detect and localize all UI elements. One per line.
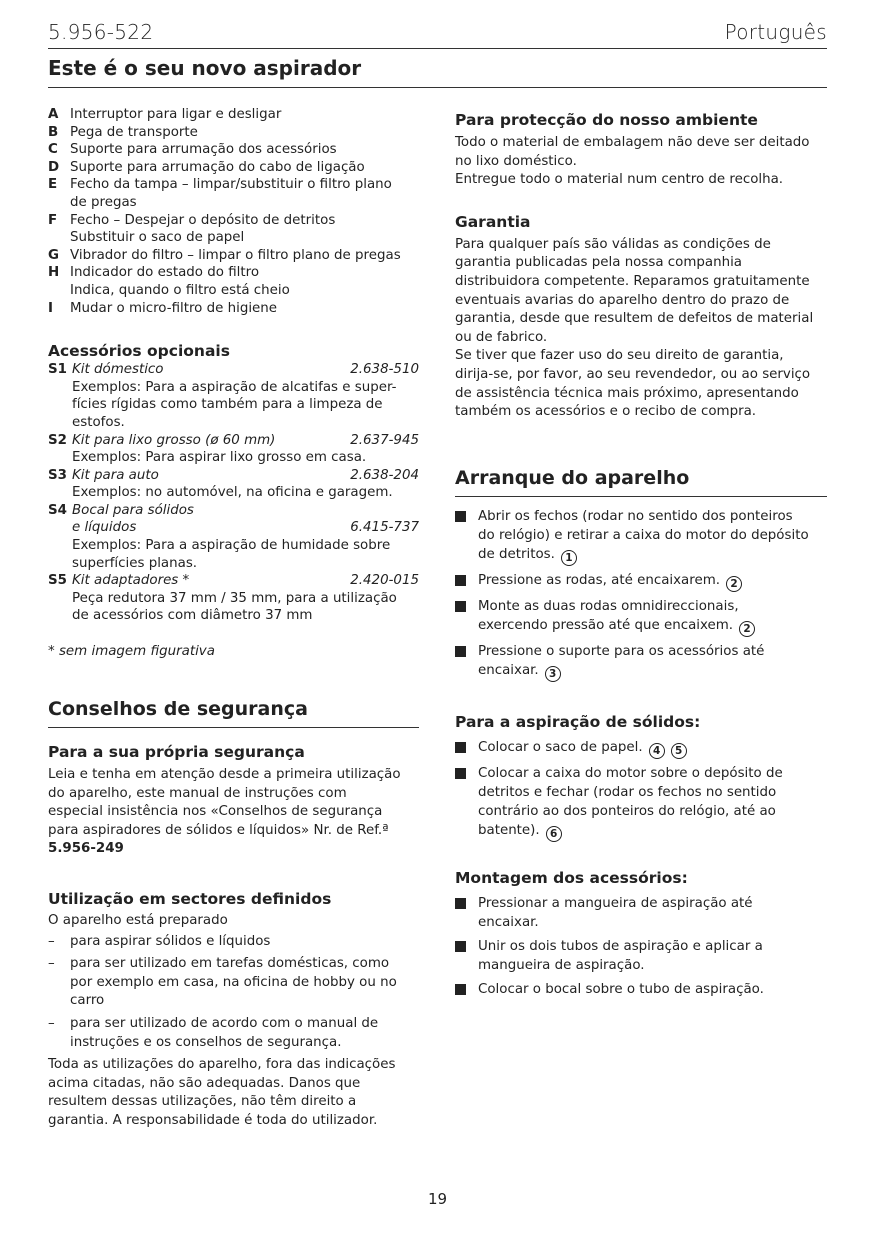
list-item-text: para ser utilizado em tarefas domésticas, como por exemplo em casa, na oficina de hobby ou no carro (70, 956, 397, 1009)
legend-text: Indicador do estado do filtro Indica, quando o filtro está cheio (70, 265, 290, 298)
legend-key: G (48, 247, 59, 263)
figure-marker-5: 5 (671, 743, 687, 759)
sectors-heading: Utilização em sectores definidos (48, 890, 332, 908)
language-label: Português (724, 20, 827, 44)
list-item (455, 597, 827, 637)
list-item-text: Pressione as rodas, até encaixarem. (478, 572, 721, 588)
part-number: 2.638-510 (350, 362, 419, 378)
accessory-code: S5 (48, 573, 67, 589)
list-item: – para aspirar sólidos e líquidos (48, 933, 419, 952)
list-item (455, 980, 827, 999)
safety-heading: Conselhos de segurança (48, 697, 419, 728)
list-item (455, 764, 827, 842)
legend-text: Fecho da tampa – limpar/substituir o filtro plano de pregas (70, 177, 392, 210)
own-safety-heading: Para a sua própria segurança (48, 743, 305, 762)
part-number: 2.637-945 (350, 432, 419, 448)
list-item-text: para ser utilizado de acordo com o manual de instruções e os conselhos de segurança. (70, 1015, 379, 1050)
accessory-name-continued: e líquidos (72, 520, 137, 536)
list-item (455, 738, 827, 759)
page-title: Este é o seu novo aspirador (48, 54, 827, 88)
legend-key: A (48, 107, 59, 122)
list-item-text: Colocar o bocal sobre o tubo de aspiração. (478, 981, 764, 997)
legend-key: I (48, 300, 53, 316)
figure-marker-6: 6 (546, 826, 562, 842)
left-column (48, 106, 419, 1131)
part-number: 6.415-737 (350, 520, 419, 536)
part-number: 2.638-204 (350, 467, 419, 483)
list-item-text: Monte as duas rodas omnidireccionais, exercendo pressão até que encaixem. (478, 598, 739, 633)
environment-text: Todo o material de embalagem não deve ser deitado no lixo doméstico. Entregue todo o material num centro de recolha. (455, 135, 810, 188)
page-header (48, 20, 827, 49)
warranty-text: Para qualquer país são válidas as condições de garantia publicadas pela nossa companhia distribuidora competente. Reparamos gratuitamente eventuais avarias do aparelho dentro do prazo de garantia, desde que resultem de defeitos de material ou de fabrico. Se tiver que fazer uso do seu direito de garantia, dirija-se, por favor, ao seu revendedor, ou ao serviço de assistência técnica mais próximo, apresentando também os acessórios e o recibo de compra. (455, 236, 814, 420)
footnote: * sem imagem figurativa (48, 644, 215, 660)
warranty-heading: Garantia (455, 212, 531, 231)
legend-text: Mudar o micro-filtro de higiene (70, 300, 278, 316)
figure-marker-4: 4 (649, 743, 665, 759)
accessory-name: Kit para auto (72, 467, 159, 483)
list-item-text: Colocar o saco de papel. (478, 739, 643, 755)
sectors-intro: O aparelho está preparado (48, 913, 228, 928)
own-safety-text: Leia e tenha em atenção desde a primeira utilização do aparelho, este manual de instruções com especial insistência nos «Conselhos de segurança para aspiradores de sólidos e líquidos» Nr. de Ref.ª (48, 767, 401, 838)
legend-text: Vibrador do filtro – limpar o filtro plano de pregas (70, 247, 401, 263)
startup-steps (455, 507, 827, 682)
startup-heading: Arranque do aparelho (455, 466, 827, 497)
legend-item (48, 141, 419, 159)
legend-key: H (48, 265, 60, 281)
list-item-text: Pressione o suporte para os acessórios até encaixar. (478, 643, 765, 678)
accessory-item (48, 467, 419, 502)
legend-item (48, 176, 419, 211)
legend-key: D (48, 159, 60, 175)
list-item-text: Pressionar a mangueira de aspiração até encaixar. (478, 895, 753, 930)
accessory-item (48, 502, 419, 572)
accessory-item (48, 432, 419, 467)
accessory-description: Exemplos: Para a aspiração de alcatifas e super- fícies rígidas como também para a limpeza de estofos. (72, 379, 397, 430)
figure-marker-1: 1 (561, 550, 577, 566)
sectors-outro: Toda as utilizações do aparelho, fora das indicações acima citadas, não são adequadas. Danos que resultem dessas utilizações, não têm direito a garantia. A responsabilidade é toda do utilizador. (48, 1057, 396, 1128)
legend-item (48, 124, 419, 142)
safety-reference-number: 5.956-249 (48, 841, 124, 857)
figure-marker-2: 2 (739, 621, 755, 637)
legend-key: B (48, 124, 59, 140)
legend-key: C (48, 142, 58, 158)
accessory-name: Kit dómestico (72, 362, 164, 378)
accessories-list (48, 361, 419, 625)
legend-item (48, 159, 419, 177)
list-item (455, 937, 827, 975)
list-item: – para ser utilizado de acordo com o manual de instruções e os conselhos de segurança. (48, 1015, 419, 1052)
solids-heading: Para a aspiração de sólidos: (455, 712, 701, 731)
accessory-description: Exemplos: no automóvel, na oficina e garagem. (72, 485, 393, 501)
legend-item (48, 247, 419, 265)
legend-text: Interruptor para ligar e desligar (70, 107, 282, 122)
list-item-text: Abrir os fechos (rodar no sentido dos ponteiros do relógio) e retirar a caixa do motor do depósito de detritos. (478, 508, 809, 562)
list-item-text: Colocar a caixa do motor sobre o depósito de detritos e fechar (rodar os fechos no sentido contrário ao dos ponteiros do relógio, até ao batente). (478, 765, 783, 838)
legend-key: F (48, 212, 58, 228)
accessories-heading: Acessórios opcionais (48, 342, 230, 361)
list-item-text: para aspirar sólidos e líquidos (70, 933, 271, 949)
list-item (455, 894, 827, 932)
accessory-description: Exemplos: Para a aspiração de humidade sobre superfícies planas. (72, 538, 391, 571)
accessory-name: Bocal para sólidos (72, 502, 194, 518)
list-item (455, 507, 827, 566)
list-item (455, 571, 827, 592)
document-reference: 5.956-522 (48, 20, 154, 44)
part-number: 2.420-015 (350, 573, 419, 589)
list-item-text: Unir os dois tubos de aspiração e aplicar a mangueira de aspiração. (478, 938, 763, 973)
legend-text: Suporte para arrumação dos acessórios (70, 142, 337, 158)
legend-item (48, 264, 419, 299)
legend-text: Fecho – Despejar o depósito de detritos Substituir o saco de papel (70, 212, 336, 246)
legend-text: Suporte para arrumação do cabo de ligação (70, 159, 365, 175)
legend-key: E (48, 177, 58, 193)
page-number: 19 (427, 1190, 448, 1208)
accessory-item (48, 572, 419, 625)
accessory-item (48, 361, 419, 431)
accessory-name: Kit adaptadores * (72, 573, 190, 589)
accessory-code: S2 (48, 432, 67, 448)
assembly-steps (455, 894, 827, 999)
list-item: – para ser utilizado em tarefas domésticas, como por exemplo em casa, na oficina de hobby ou no carro (48, 955, 419, 1011)
accessory-code: S3 (48, 467, 67, 483)
accessory-name: Kit para lixo grosso (ø 60 mm) (72, 432, 276, 448)
parts-legend (48, 106, 419, 317)
figure-marker-2: 2 (726, 576, 742, 592)
right-column (455, 106, 827, 1004)
figure-marker-3: 3 (545, 666, 561, 682)
legend-item (48, 300, 419, 318)
accessory-code: S4 (48, 502, 67, 518)
legend-item (48, 106, 419, 124)
legend-item (48, 212, 419, 247)
sectors-list (48, 933, 419, 1053)
accessory-description: Exemplos: Para aspirar lixo grosso em casa. (72, 450, 367, 466)
accessory-description: Peça redutora 37 mm / 35 mm, para a utilização de acessórios com diâmetro 37 mm (72, 590, 397, 624)
environment-heading: Para protecção do nosso ambiente (455, 111, 758, 129)
solids-steps (455, 738, 827, 842)
legend-text: Pega de transporte (70, 124, 198, 140)
list-item (455, 642, 827, 682)
accessory-code: S1 (48, 362, 67, 378)
assembly-heading: Montagem dos acessórios: (455, 868, 688, 887)
